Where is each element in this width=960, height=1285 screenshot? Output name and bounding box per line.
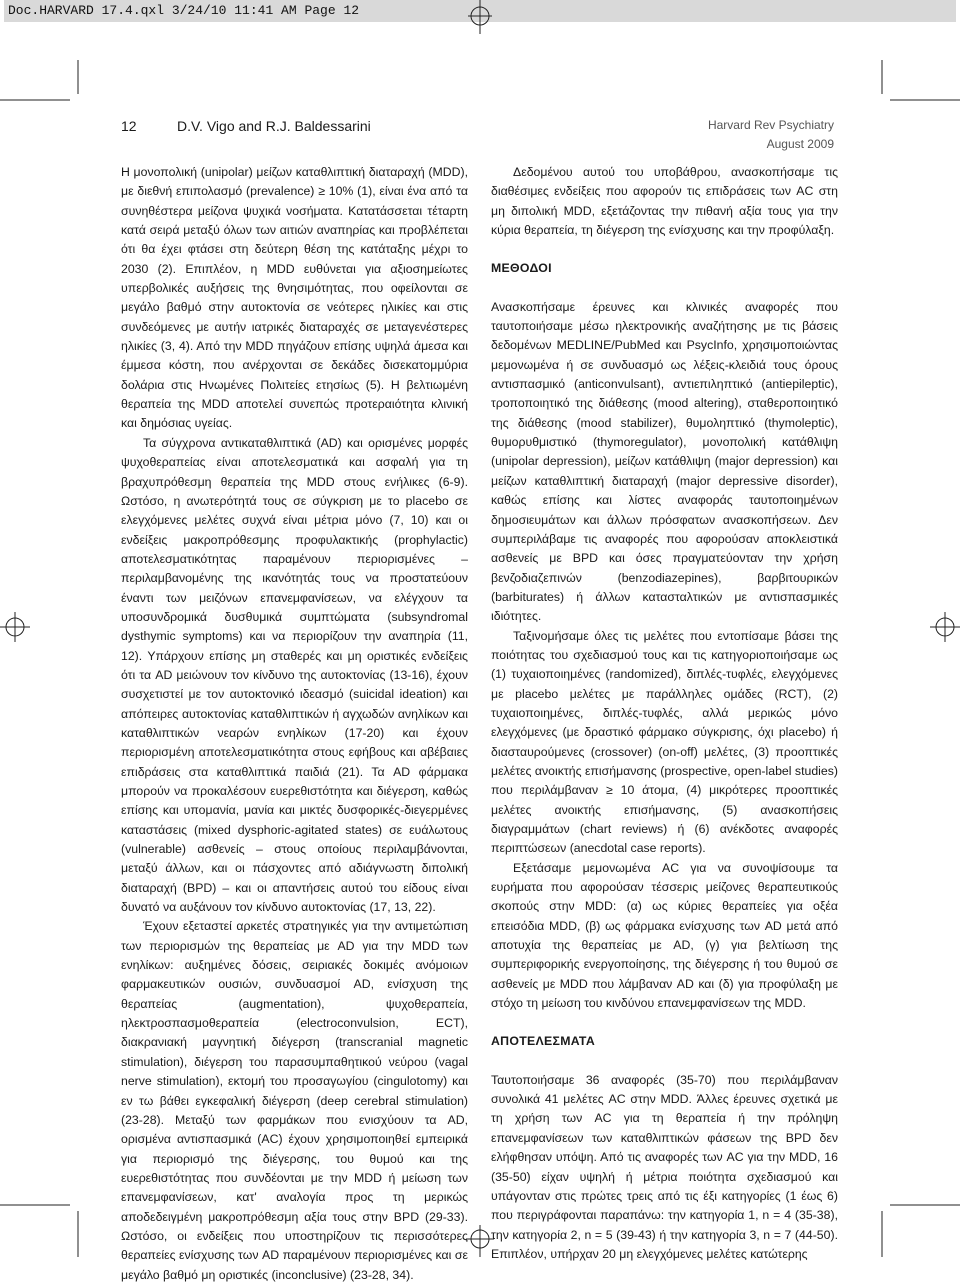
print-slug-bar: Doc.HARVARD 17.4.qxl 3/24/10 11:41 AM Page 12 (4, 0, 956, 22)
registration-mark-left (0, 612, 30, 642)
crop-mark-bottom-right (880, 1195, 960, 1257)
section-heading-results: ΑΠΟΤΕΛΕΣΜΑΤΑ (491, 1034, 596, 1049)
running-head (121, 118, 834, 158)
paragraph: Ταξινομήσαμε όλες τις μελέτες που εντοπίσαμε βάσει της ποιότητας του σχεδιασμού τους και τις κατηγοριοποιήσαμε ως (1) τυχαιοποιημένες (randomized), διπλές-τυφλές, ελεγχόμενες με placebo μελέτες με παράλληλες ομάδες (RCT), (2) τυχαιοποιημένες, διπλές-τυφλές, αλλά μερικώς μόνο ελεγχόμενες (με δραστικό φάρμακο σύγκρισης, όχι placebo) ή διασταυρούμενες (crossover) (on-off) μελέτες, (3) προοπτικές μελέτες ανοικτής επισήμανσης (prospective, open-label studies) που περιλάμβαναν ≥ 10 άτομα, (4) μικρότερες προοπτικές μελέτες ανοικτής επισήμανσης, (5) ανασκοπήσεις διαγραμμάτων (chart reviews) ή (6) ανέκδοτες αναφορές περιπτώσεων (anecdotal case reports). (491, 628, 838, 856)
registration-mark-top (468, 0, 492, 34)
registration-mark-right (930, 612, 960, 642)
crop-mark-top-right (880, 60, 960, 110)
registration-mark-bottom (466, 1225, 494, 1257)
right-column (491, 163, 838, 1264)
paragraph: Η μονοπολική (unipolar) μείζων καταθλιπτική διαταραχή (MDD), με διεθνή επιπολασμό (prevalence) ≥ 10% (1), είναι ένα από τα συνηθέστερα μείζονα ψυχικά νοσήματα. Κατατάσσεται τέταρτη κατά σειρά μεταξύ όλων των αιτιών αναπηρίας και προβλέπεται ότι θα έχει φτάσει στη δεύτερη θέση της κατάταξης μέχρι το 2030 (2). Επιπλέον, η MDD ευθύνεται για αξιοσημείωτες υπερβολικές αυξήσεις της θνησιμότητας, που οφείλονται σε μεγάλο βαθμό στην αυτοκτονία σε νεότερες ηλικίες και στις συνδεόμενες με αυτήν ιατρικές διαταραχές σε μεταγενέστερες ηλικίες (3, 4). Από την MDD πηγάζουν επίσης υψηλά άμεσα και έμμεσα κόστη, που ανέρχονται σε δεκάδες δισεκατομμύρια δολάρια στις Ηνωμένες Πολιτείες ετησίως (5). Η βελτιωμένη θεραπεία της MDD αποτελεί συνεπώς προτεραιότητα κλινική και δημόσιας υγείας. (121, 165, 468, 431)
running-head-date: August 2009 (766, 137, 834, 151)
section-heading-methods: ΜΕΘΟΔΟΙ (491, 261, 552, 276)
paragraph: Έχουν εξεταστεί αρκετές στρατηγικές για την αντιμετώπιση των περιορισμών της θεραπείας με AD για την MDD των ενηλίκων: αυξημένες δόσεις, σειριακές δοκιμές ανόμοιων φαρμακευτικών ουσιών, συνδυασμοί AD, ενίσχυση της θεραπείας (augmentation), ψυχοθεραπεία, ηλεκτροσπασμοθεραπεία (electroconvulsion, ECT), διακρανιακή μαγνητική διέγερση (transcranial magnetic stimulation), διέγερση του παρασυμπαθητικού νεύρου (vagal nerve stimulation), εκτομή του προσαγωγίου (cingulotomy) και εν τω βάθει εγκεφαλική διέγερση (deep cerebral stimulation) (23-28). Μεταξύ των φαρμάκων που ενισχύουν τα AD, ορισμένα αντισπασμικά (AC) έχουν χρησιμοποιηθεί εμπειρικά για περιορισμό της διέγερσης, του θυμού και της ευερεθιστότητας που συνδέονται με την MDD ή μείωση των επανεμφανίσεων, κατ' αναλογία προς τη μερικώς αποδεδειγμένη μακροπρόθεσμη αξία τους στην BPD (29-33). Ωστόσο, οι ενδείξεις που υποστηρίζουν τις περισσότερες θεραπείες ενίσχυσης των AD παραμένουν περιορισμένες και σε μεγάλο βαθμό μη οριστικές (inconclusive) (23-28, 34). (121, 919, 468, 1282)
running-head-journal: Harvard Rev Psychiatry (707, 118, 834, 132)
paragraph: Ανασκοπήσαμε έρευνες και κλινικές αναφορές που ταυτοποιήσαμε μέσω ηλεκτρονικής αναζήτησης με τις βάσεις δεδομένων MEDLINE/PubMed και PsycInfo, χρησιμοποιώντας μεμονωμένα ή σε συνδυασμό ως λέξεις-κλειδιά τους όρους αντισπασμικό (anticonvulsant), αντιεπιληπτικό (antiepileptic), τροποποιητικό της διάθεσης (mood altering), σταθεροποιητικό της διάθεσης (mood stabilizer), θυμοληπτικό (thymoleptic), θυμορυθμιστικό (thymoregulator), μονοπολική κατάθλιψη (unipolar depression), μείζων κατάθλιψη (major depression) και μείζων καταθλιπτική διαταραχή (major depressive disorder), καθώς επίσης και λίστες αναφοράς ταυτοποιημένων δημοσιευμάτων και άλλων πρόσφατων ανασκοπήσεων. Δεν συμπεριλάβαμε τις αναφορές που αφορούσαν αποκλειστικά ασθενείς με BPD και όσες πραγματεύονταν την χρήση βενζοδιαζεπινών (benzodiazepines), βαρβιτουρικών (barbiturates) ή άλλων κατασταλτικών με αντισπασμικές ιδιότητες. (491, 299, 838, 624)
paragraph: Ταυτοποιήσαμε 36 αναφορές (35-70) που περιλάμβαναν συνολικά 41 μελέτες AC στην MDD. Άλλες έρευνες σχετικά με τη χρήση των AC για τη θεραπεία ή την πρόληψη επανεμφανίσεων των καταθλιπτικών φάσεων της BPD δεν ελήφθησαν υπόψη. Από τις αναφορές των AC για την MDD, 16 (35-50) είχαν υψηλή ή μέτρια ποιότητα σχεδιασμού και υπάγονταν στις πρώτες τρεις από τις έξι κατηγορίες (1 έως 6) που περιγράφονται παραπάνω: την κατηγορία 1, n = 4 (35-38), την κατηγορία 2, n = 5 (39-43) ή την κατηγορία 3, n = 7 (44-50). Επιπλέον, υπήρχαν 20 μη ελεγχόμενες μελέτες κατώτερης (491, 1072, 838, 1261)
left-column (121, 163, 468, 1285)
crop-mark-bottom-left (0, 1195, 80, 1257)
paragraph: Δεδομένου αυτού του υποβάθρου, ανασκοπήσαμε τις διαθέσιμες ενδείξεις που αφορούν τις επιδράσεις των AC στη μη διπολική MDD, εξετάζοντας την πιθανή αξία τους για την κύρια θεραπεία, τη διέγερση της ενίσχυσης και την προφύλαξη. (491, 165, 838, 238)
running-head-authors: D.V. Vigo and R.J. Baldessarini (177, 118, 371, 134)
paragraph: Τα σύγχρονα αντικαταθλιπτικά (AD) και ορισμένες μορφές ψυχοθεραπείας είναι αποτελεσματικά και ασφαλή για τη βραχυπρόθεσμη θεραπεία της MDD στους ενήλικες (6-9). Ωστόσο, η ανωτερότητά τους σε σύγκριση με το placebo σε ελεγχόμενες μελέτες συχνά είναι μέτρια μόνο (7, 10) και οι ενδείξεις μακροπρόθεσμης προφυλακτικής (prophylactic) αποτελεσματικότητας παραμένουν περιορισμένες – περιλαμβανομένης της ικανότητάς τους να προστατεύουν έναντι των μειζόνων επανεμφανίσεων, να ελέγχουν τα υποσυνδρομικά δυσθυμικά συμπτώματα (subsyndromal dysthymic symptoms) και να περιορίζουν την αναπηρία (11, 12). Υπάρχουν επίσης μη σταθερές και μη οριστικές ενδείξεις ότι τα AD μειώνουν τον κίνδυνο της αυτοκτονίας (13-16), έχουν συσχετιστεί με τον αυτοκτονικό ιδεασμό (suicidal ideation) και απόπειρες αυτοκτονίας καταθλιπτικών ή αγχωδών ανηλίκων και καταθλιπτικών νεαρών ενηλίκων (17-20) και έχουν περιορισμένη αποτελεσματικότητα στους εφήβους και αβέβαιες επιδράσεις στα καταθλιπτικά παιδιά (21). Τα AD φάρμακα μπορούν να προκαλέσουν ευερεθιστότητα και διέγερση, καθώς επίσης και υπομανία, μανία και μικτές δυσφορικές-διεγερμένες καταστάσεις (mixed dysphoric-agitated states) σε ευάλωτους (vulnerable) ασθενείς – στους οποίους περιλαμβάνονται, μεταξύ άλλων, και οι πάσχοντες από αδιάγνωστη διπολική διαταραχή (BPD) – και οι απαντήσεις αυτού του είδους είναι δυνατό να αυξάνουν τον κίνδυνο αυτοκτονίας (17, 13, 22). (121, 435, 468, 915)
paragraph: Εξετάσαμε μεμονωμένα AC για να συνοψίσουμε τα ευρήματα που αφορούσαν τέσσερις μείζονες θεραπευτικούς σκοπούς στην MDD: (α) ως κύριες θεραπείες για οξέα επεισόδια MDD, (β) ως φάρμακα ενίσχυσης των AD μετά από αποτυχία της θεραπείας με AD, (γ) για βελτίωση της συμπεριφορικής ενεργοποίησης, της διέγερσης ή του θυμού σε ασθενείς με MDD που λάμβαναν AD και (δ) για προφύλαξη με στόχο τη μείωση του κινδύνου επανεμφανίσεων της MDD. (491, 860, 838, 1011)
crop-mark-top-left (0, 60, 80, 110)
page-number: 12 (121, 118, 137, 134)
